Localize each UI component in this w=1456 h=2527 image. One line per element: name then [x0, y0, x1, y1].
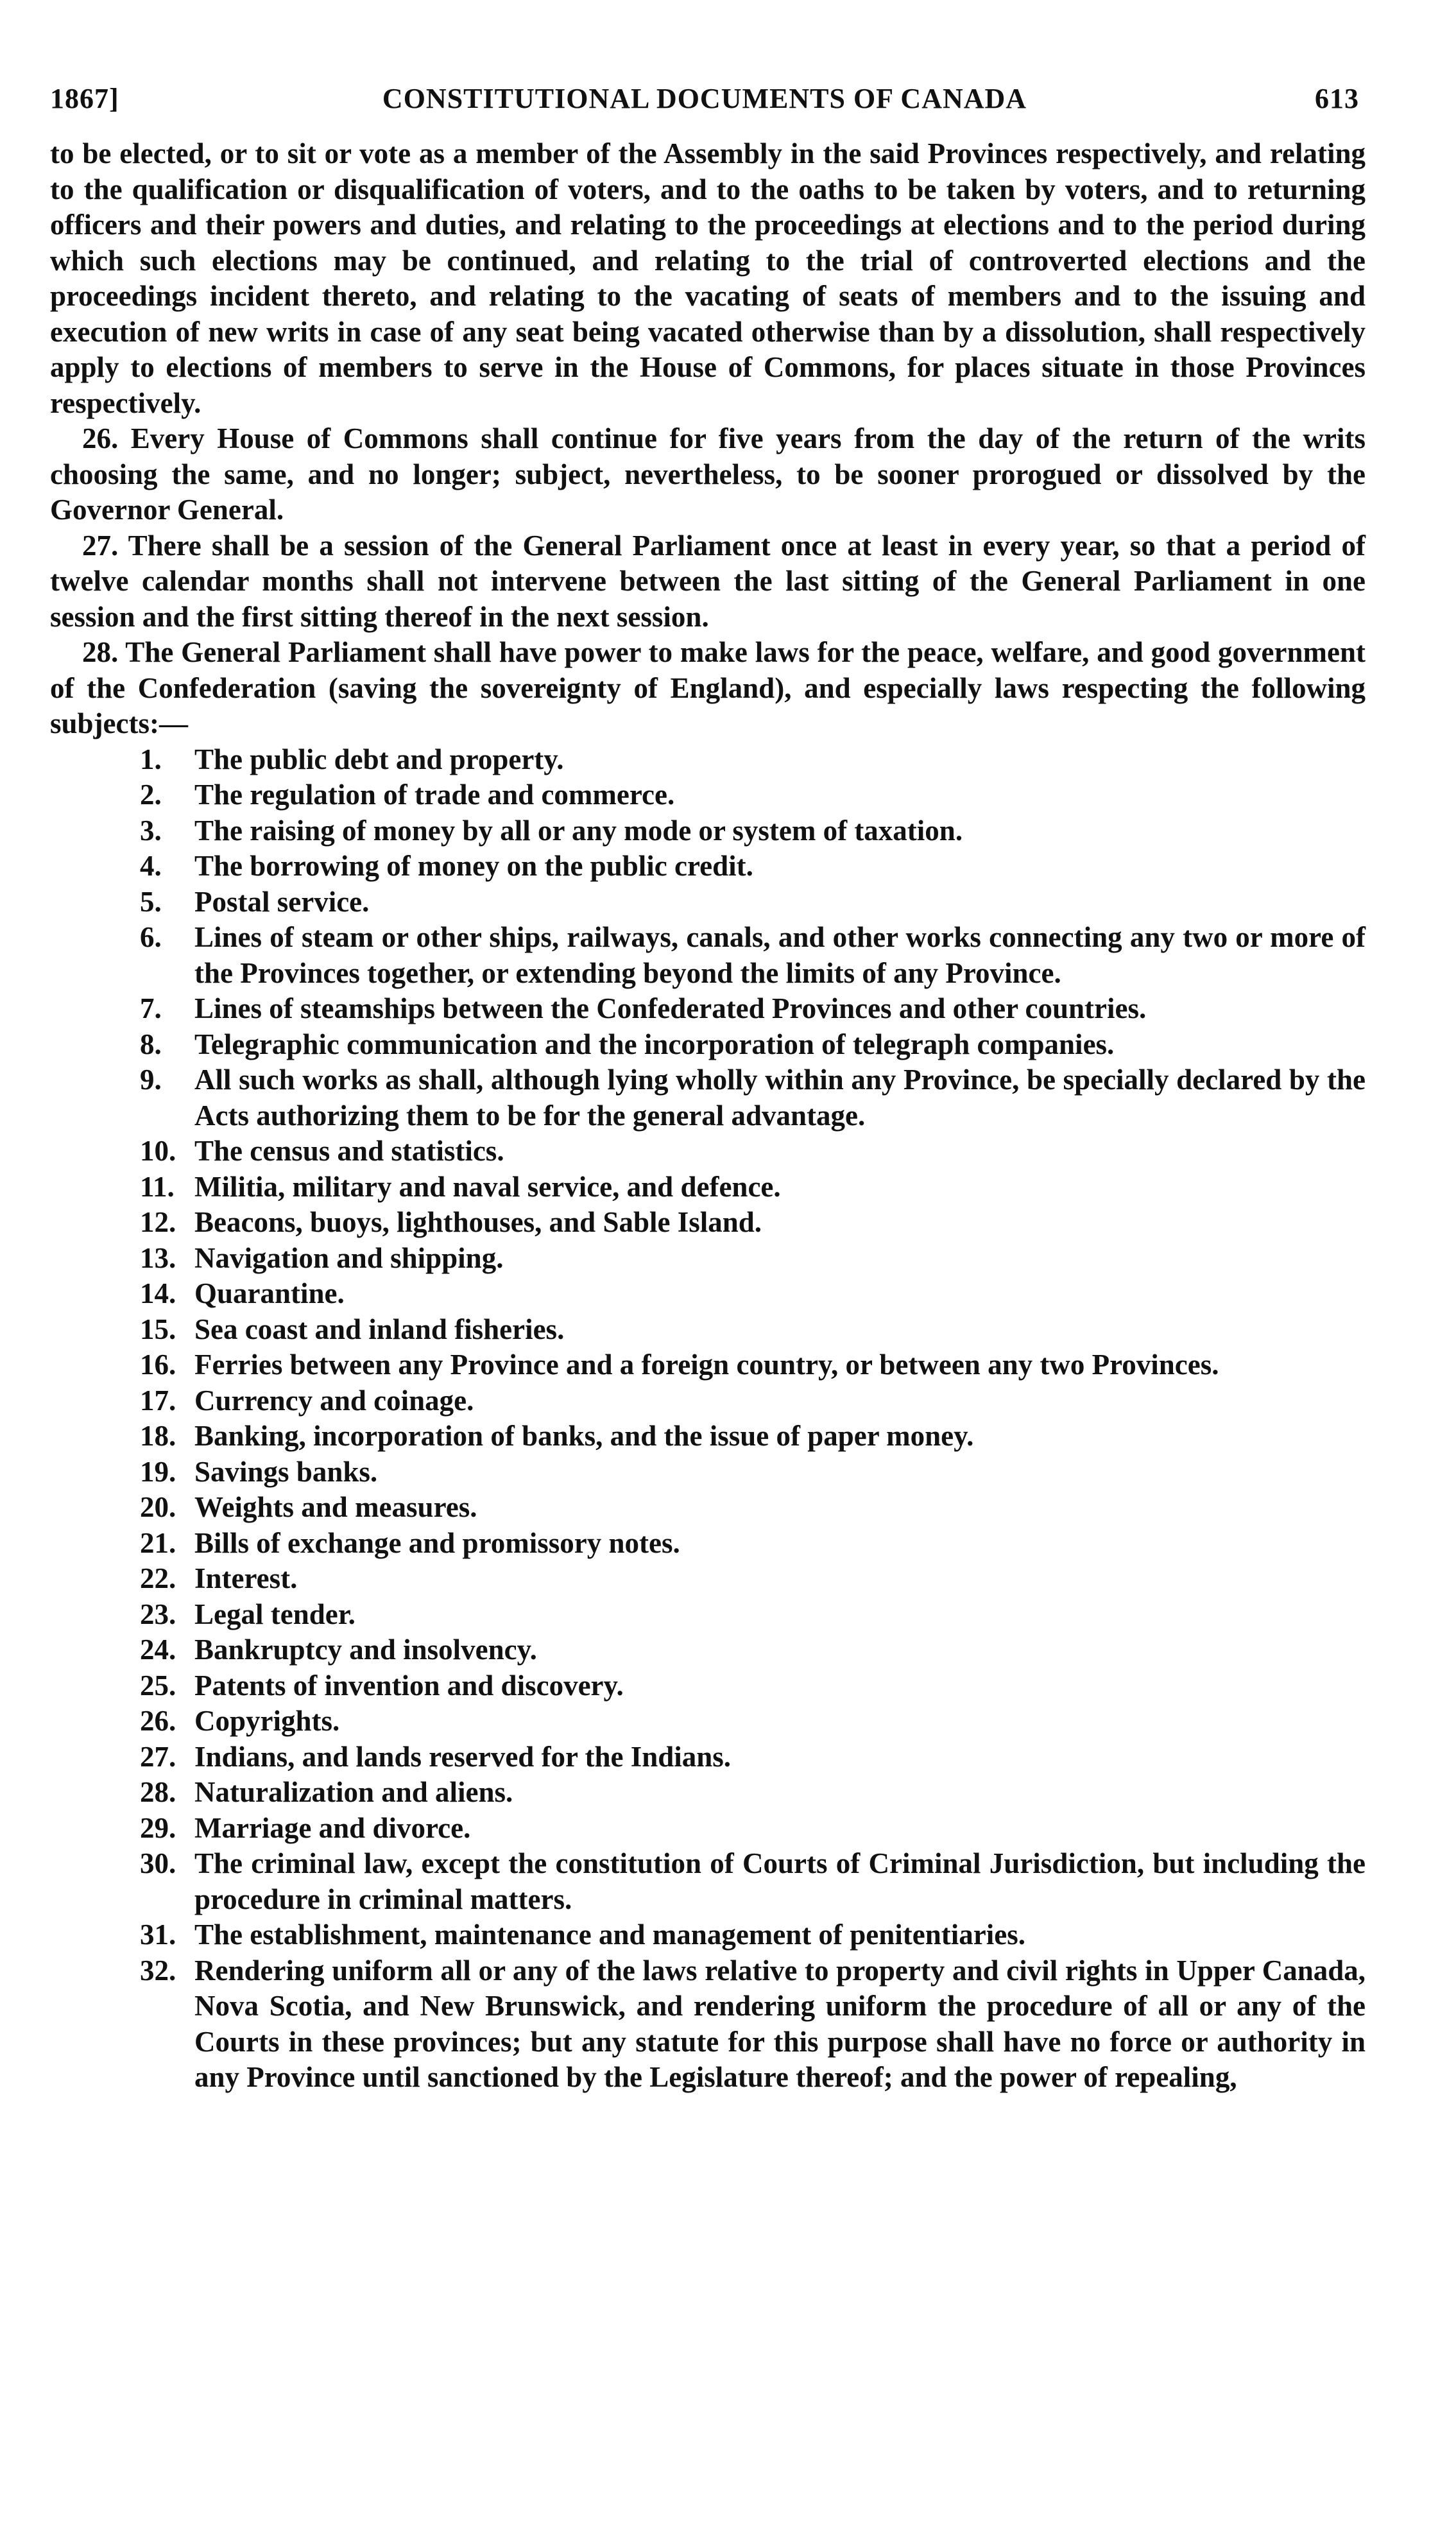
list-item-text: All such works as shall, although lying wholly within any Province, be specially declared by the Acts authorizing them to be for the general advantage.: [194, 1064, 1366, 1132]
paragraph-section-27: 27. There shall be a session of the General Parliament once at least in every year, so that a period of twelve calendar months shall not intervene between the last sitting of the General Parliament in one session and the first sitting thereof in the next session.: [50, 529, 1366, 633]
list-item: [50, 1811, 1366, 1847]
list-item-number: 22.: [140, 1562, 176, 1594]
document-body: [50, 136, 1366, 2096]
list-item-text: Sea coast and inland fisheries.: [194, 1313, 565, 1345]
list-item-number: 17.: [140, 1384, 176, 1417]
list-item-text: Lines of steam or other ships, railways, canals, and other works connecting any two or more of the Provinces together, or extending beyond the limits of any Province.: [194, 921, 1366, 989]
list-item-text: The borrowing of money on the public credit.: [194, 850, 753, 882]
paragraph-section-26: 26. Every House of Commons shall continue for five years from the day of the return of the writs choosing the same, and no longer; subject, nevertheless, to be sooner prorogued or dissolved by the Governor General.: [50, 422, 1366, 526]
list-item-number: 2.: [140, 779, 162, 811]
list-item: [50, 1953, 1366, 2096]
list-item-text: The establishment, maintenance and management of penitentiaries.: [194, 1919, 1025, 1951]
list-item-number: 13.: [140, 1241, 176, 1274]
list-item-text: Ferries between any Province and a foreign country, or between any two Provinces.: [194, 1349, 1219, 1381]
list-item-number: 21.: [140, 1526, 176, 1559]
header-year: 1867]: [50, 83, 119, 114]
list-item-text: Marriage and divorce.: [194, 1811, 471, 1844]
list-item: [50, 1062, 1366, 1134]
list-item-number: 11.: [140, 1170, 175, 1203]
list-item: [50, 777, 1366, 813]
list-item: [50, 1205, 1366, 1241]
list-item: [50, 1739, 1366, 1775]
list-item: [50, 1454, 1366, 1490]
list-item-number: 9.: [140, 1064, 162, 1096]
list-item: [50, 884, 1366, 920]
list-item-text: Legal tender.: [194, 1598, 355, 1630]
list-item-text: Beacons, buoys, lighthouses, and Sable Island.: [194, 1206, 762, 1238]
list-item-number: 8.: [140, 1028, 162, 1060]
header-title: CONSTITUTIONAL DOCUMENTS OF CANADA: [382, 83, 1027, 114]
list-item-number: 19.: [140, 1455, 176, 1488]
list-item-number: 28.: [140, 1776, 176, 1808]
list-item-text: Postal service.: [194, 885, 370, 918]
list-item-text: Banking, incorporation of banks, and the issue of paper money.: [194, 1420, 974, 1452]
list-item-number: 1.: [140, 743, 162, 775]
list-item: [50, 1169, 1366, 1205]
running-header: [50, 82, 1359, 134]
list-item-text: Copyrights.: [194, 1705, 340, 1737]
list-item: [50, 813, 1366, 849]
list-item-text: Savings banks.: [194, 1455, 378, 1488]
list-item: [50, 1312, 1366, 1348]
list-item-text: Bankruptcy and insolvency.: [194, 1634, 537, 1666]
list-item-text: The raising of money by all or any mode or system of taxation.: [194, 814, 963, 847]
list-item-text: Militia, military and naval service, and defence.: [194, 1170, 781, 1203]
list-item-number: 10.: [140, 1135, 176, 1167]
list-item-number: 18.: [140, 1420, 176, 1452]
list-item: [50, 1526, 1366, 1562]
list-item-number: 23.: [140, 1598, 176, 1630]
list-item-text: Rendering uniform all or any of the laws relative to property and civil rights in Upper Canada, Nova Scotia, and New Brunswick, and rendering uniform the procedure of all or any of the Courts in these provinces; but any statute for this purpose shall have no force or authority in any Province until sanctioned by the Legislature thereof; and the power of repealing,: [194, 1954, 1366, 2093]
list-item: [50, 1632, 1366, 1668]
list-item: [50, 1490, 1366, 1526]
list-item-number: 14.: [140, 1277, 176, 1309]
subjects-list: [50, 742, 1366, 2096]
list-item-text: The criminal law, except the constitution of Courts of Criminal Jurisdiction, but including the procedure in criminal matters.: [194, 1847, 1366, 1915]
list-item-number: 32.: [140, 1954, 176, 1987]
list-item-text: Naturalization and aliens.: [194, 1776, 513, 1808]
list-item: [50, 1419, 1366, 1454]
list-item-number: 7.: [140, 992, 162, 1024]
list-item: [50, 1347, 1366, 1383]
list-item-number: 29.: [140, 1811, 176, 1844]
list-item-number: 15.: [140, 1313, 176, 1345]
list-item: [50, 1668, 1366, 1704]
list-item: [50, 1383, 1366, 1419]
list-item-text: The regulation of trade and commerce.: [194, 779, 675, 811]
list-item-text: Currency and coinage.: [194, 1384, 474, 1417]
list-item-number: 31.: [140, 1919, 176, 1951]
list-item-number: 5.: [140, 885, 162, 918]
list-item-number: 3.: [140, 814, 162, 847]
list-item-text: Patents of invention and discovery.: [194, 1669, 624, 1702]
list-item-text: Telegraphic communication and the incorporation of telegraph companies.: [194, 1028, 1115, 1060]
list-item-number: 27.: [140, 1740, 176, 1773]
list-item: [50, 1276, 1366, 1312]
list-item-number: 25.: [140, 1669, 176, 1702]
list-item: [50, 1917, 1366, 1953]
list-item: [50, 1241, 1366, 1277]
list-item: [50, 1846, 1366, 1917]
list-item-number: 4.: [140, 850, 162, 882]
list-item: [50, 1775, 1366, 1811]
list-item-number: 16.: [140, 1349, 176, 1381]
list-item-text: The public debt and property.: [194, 743, 564, 775]
list-item-text: Lines of steamships between the Confederated Provinces and other countries.: [194, 992, 1147, 1024]
list-item: [50, 1703, 1366, 1739]
list-item: [50, 742, 1366, 778]
list-item: [50, 991, 1366, 1027]
list-item-text: Weights and measures.: [194, 1491, 477, 1523]
list-item-text: Navigation and shipping.: [194, 1241, 504, 1274]
list-item: [50, 920, 1366, 991]
list-item-text: The census and statistics.: [194, 1135, 504, 1167]
list-item: [50, 1561, 1366, 1597]
list-item: [50, 1597, 1366, 1633]
list-item: [50, 1134, 1366, 1169]
page-number: 613: [1315, 83, 1359, 114]
list-item-text: Quarantine.: [194, 1277, 345, 1309]
list-item-number: 24.: [140, 1634, 176, 1666]
list-item-number: 6.: [140, 921, 162, 953]
list-item-number: 30.: [140, 1847, 176, 1879]
list-item-text: Indians, and lands reserved for the Indians.: [194, 1740, 732, 1773]
list-item-number: 20.: [140, 1491, 176, 1523]
paragraph-continuation: to be elected, or to sit or vote as a member of the Assembly in the said Provinces respectively, and relating to the qualification or disqualification of voters, and to the oaths to be taken by voters, and to returning officers and their powers and duties, and relating to the proceedings at elections and to the period during which such elections may be continued, and relating to the trial of controverted elections and the proceedings incident thereto, and relating to the vacating of seats of members and to the issuing and execution of new writs in case of any seat being vacated otherwise than by a dissolution, shall respectively apply to elections of members to serve in the House of Commons, for places situate in those Provinces respectively.: [50, 137, 1366, 419]
list-item: [50, 849, 1366, 884]
list-item-text: Interest.: [194, 1562, 298, 1594]
paragraph-section-28: 28. The General Parliament shall have power to make laws for the peace, welfare, and good government of the Confederation (saving the sovereignty of England), and especially laws respecting the following subjects:—: [50, 636, 1366, 739]
list-item-number: 26.: [140, 1705, 176, 1737]
list-item: [50, 1027, 1366, 1063]
list-item-number: 12.: [140, 1206, 176, 1238]
list-item-text: Bills of exchange and promissory notes.: [194, 1526, 680, 1559]
